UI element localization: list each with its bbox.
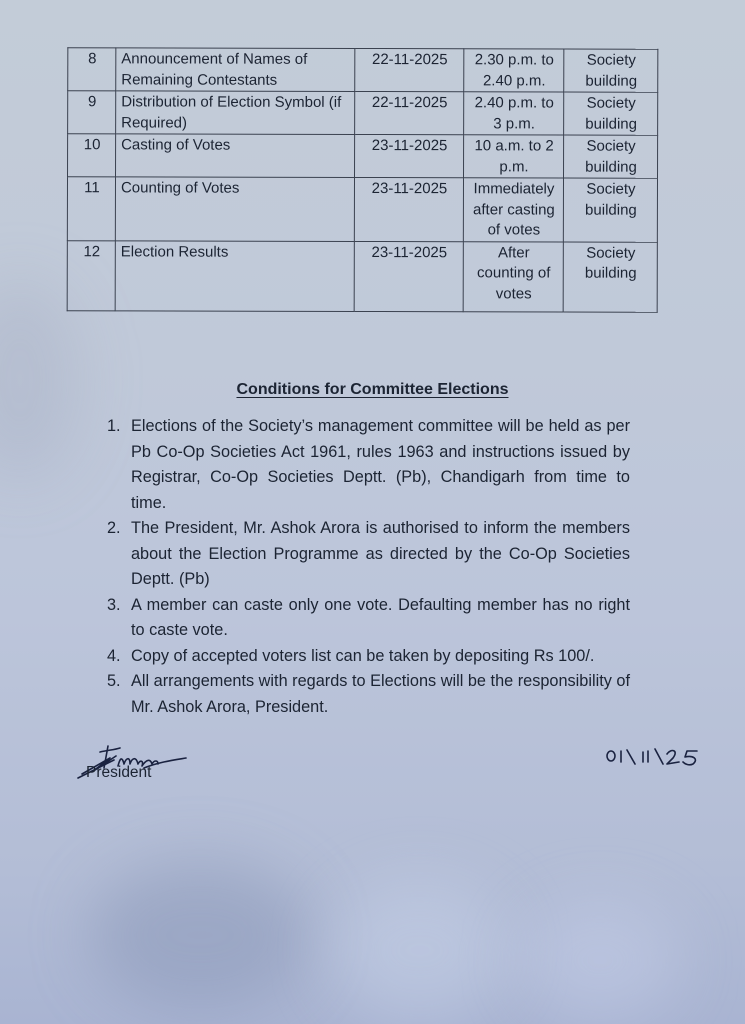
condition-item [107,669,630,720]
conditions-list [107,414,630,720]
serial-number: 10 [68,134,116,177]
table-row [67,177,657,242]
table-row [68,91,658,136]
conditions-heading [0,381,745,399]
handwritten-date [603,742,713,772]
table-row [67,240,657,312]
event-place: Society building [563,242,657,312]
event-date: 23-11-2025 [354,177,463,241]
event-name: Casting of Votes [116,134,355,178]
event-date: 22-11-2025 [355,91,464,134]
condition-item [107,593,630,644]
condition-text: All arrangements with regards to Elections will be the responsibility of Mr. Ashok Arora, President. [131,672,630,716]
table-row [68,48,658,93]
event-name: Election Results [115,240,354,311]
condition-number: 2. [107,519,121,537]
event-date: 23-11-2025 [354,241,463,311]
event-place: Society building [564,49,658,92]
event-date: 22-11-2025 [355,48,464,91]
condition-text: A member can caste only one vote. Defaulting member has no right to caste vote. [131,595,630,639]
election-schedule-table [67,47,659,312]
signature-label: President [86,764,152,781]
event-time: 2.40 p.m. to 3 p.m. [464,92,564,135]
condition-number: 5. [107,672,121,690]
serial-number: 8 [68,48,116,91]
condition-number: 3. [107,595,121,614]
table-row [68,134,658,179]
conditions-title: Conditions for Committee Elections [236,381,509,398]
serial-number: 11 [67,177,115,241]
condition-number: 1. [107,417,121,435]
condition-text: The President, Mr. Ashok Arora is authorised to inform the members about the Election Programme as directed by the Co-Op Societies Deptt. (Pb) [131,519,630,588]
event-date: 23-11-2025 [355,134,464,177]
condition-text: Copy of accepted voters list can be taken by depositing Rs 100/. [131,646,595,665]
event-name: Distribution of Election Symbol (if Required) [116,91,355,135]
event-name: Counting of Votes [115,177,354,241]
event-time: After counting of votes [463,241,563,311]
event-place: Society building [563,178,657,242]
event-time: 2.30 p.m. to 2.40 p.m. [464,49,564,92]
condition-number: 4. [107,646,121,665]
paper-shadow [90,860,310,1010]
paper-highlight [520,900,680,1020]
paper-highlight [330,880,510,1020]
event-time: 10 a.m. to 2 p.m. [464,135,564,178]
event-name: Announcement of Names of Remaining Contestants [116,48,355,92]
event-place: Society building [564,135,658,178]
event-place: Society building [564,92,658,135]
condition-item [107,644,630,670]
event-time: Immediately after casting of votes [463,178,563,242]
condition-item [107,516,630,593]
serial-number: 9 [68,91,116,134]
serial-number: 12 [67,240,115,310]
condition-text: Elections of the Society’s management committee will be held as per Pb Co-Op Societies Act 1961, rules 1963 and instructions issued by Registrar, Co-Op Societies Deptt. (Pb), Chandigarh from time to time. [131,417,630,512]
condition-item [107,414,630,516]
